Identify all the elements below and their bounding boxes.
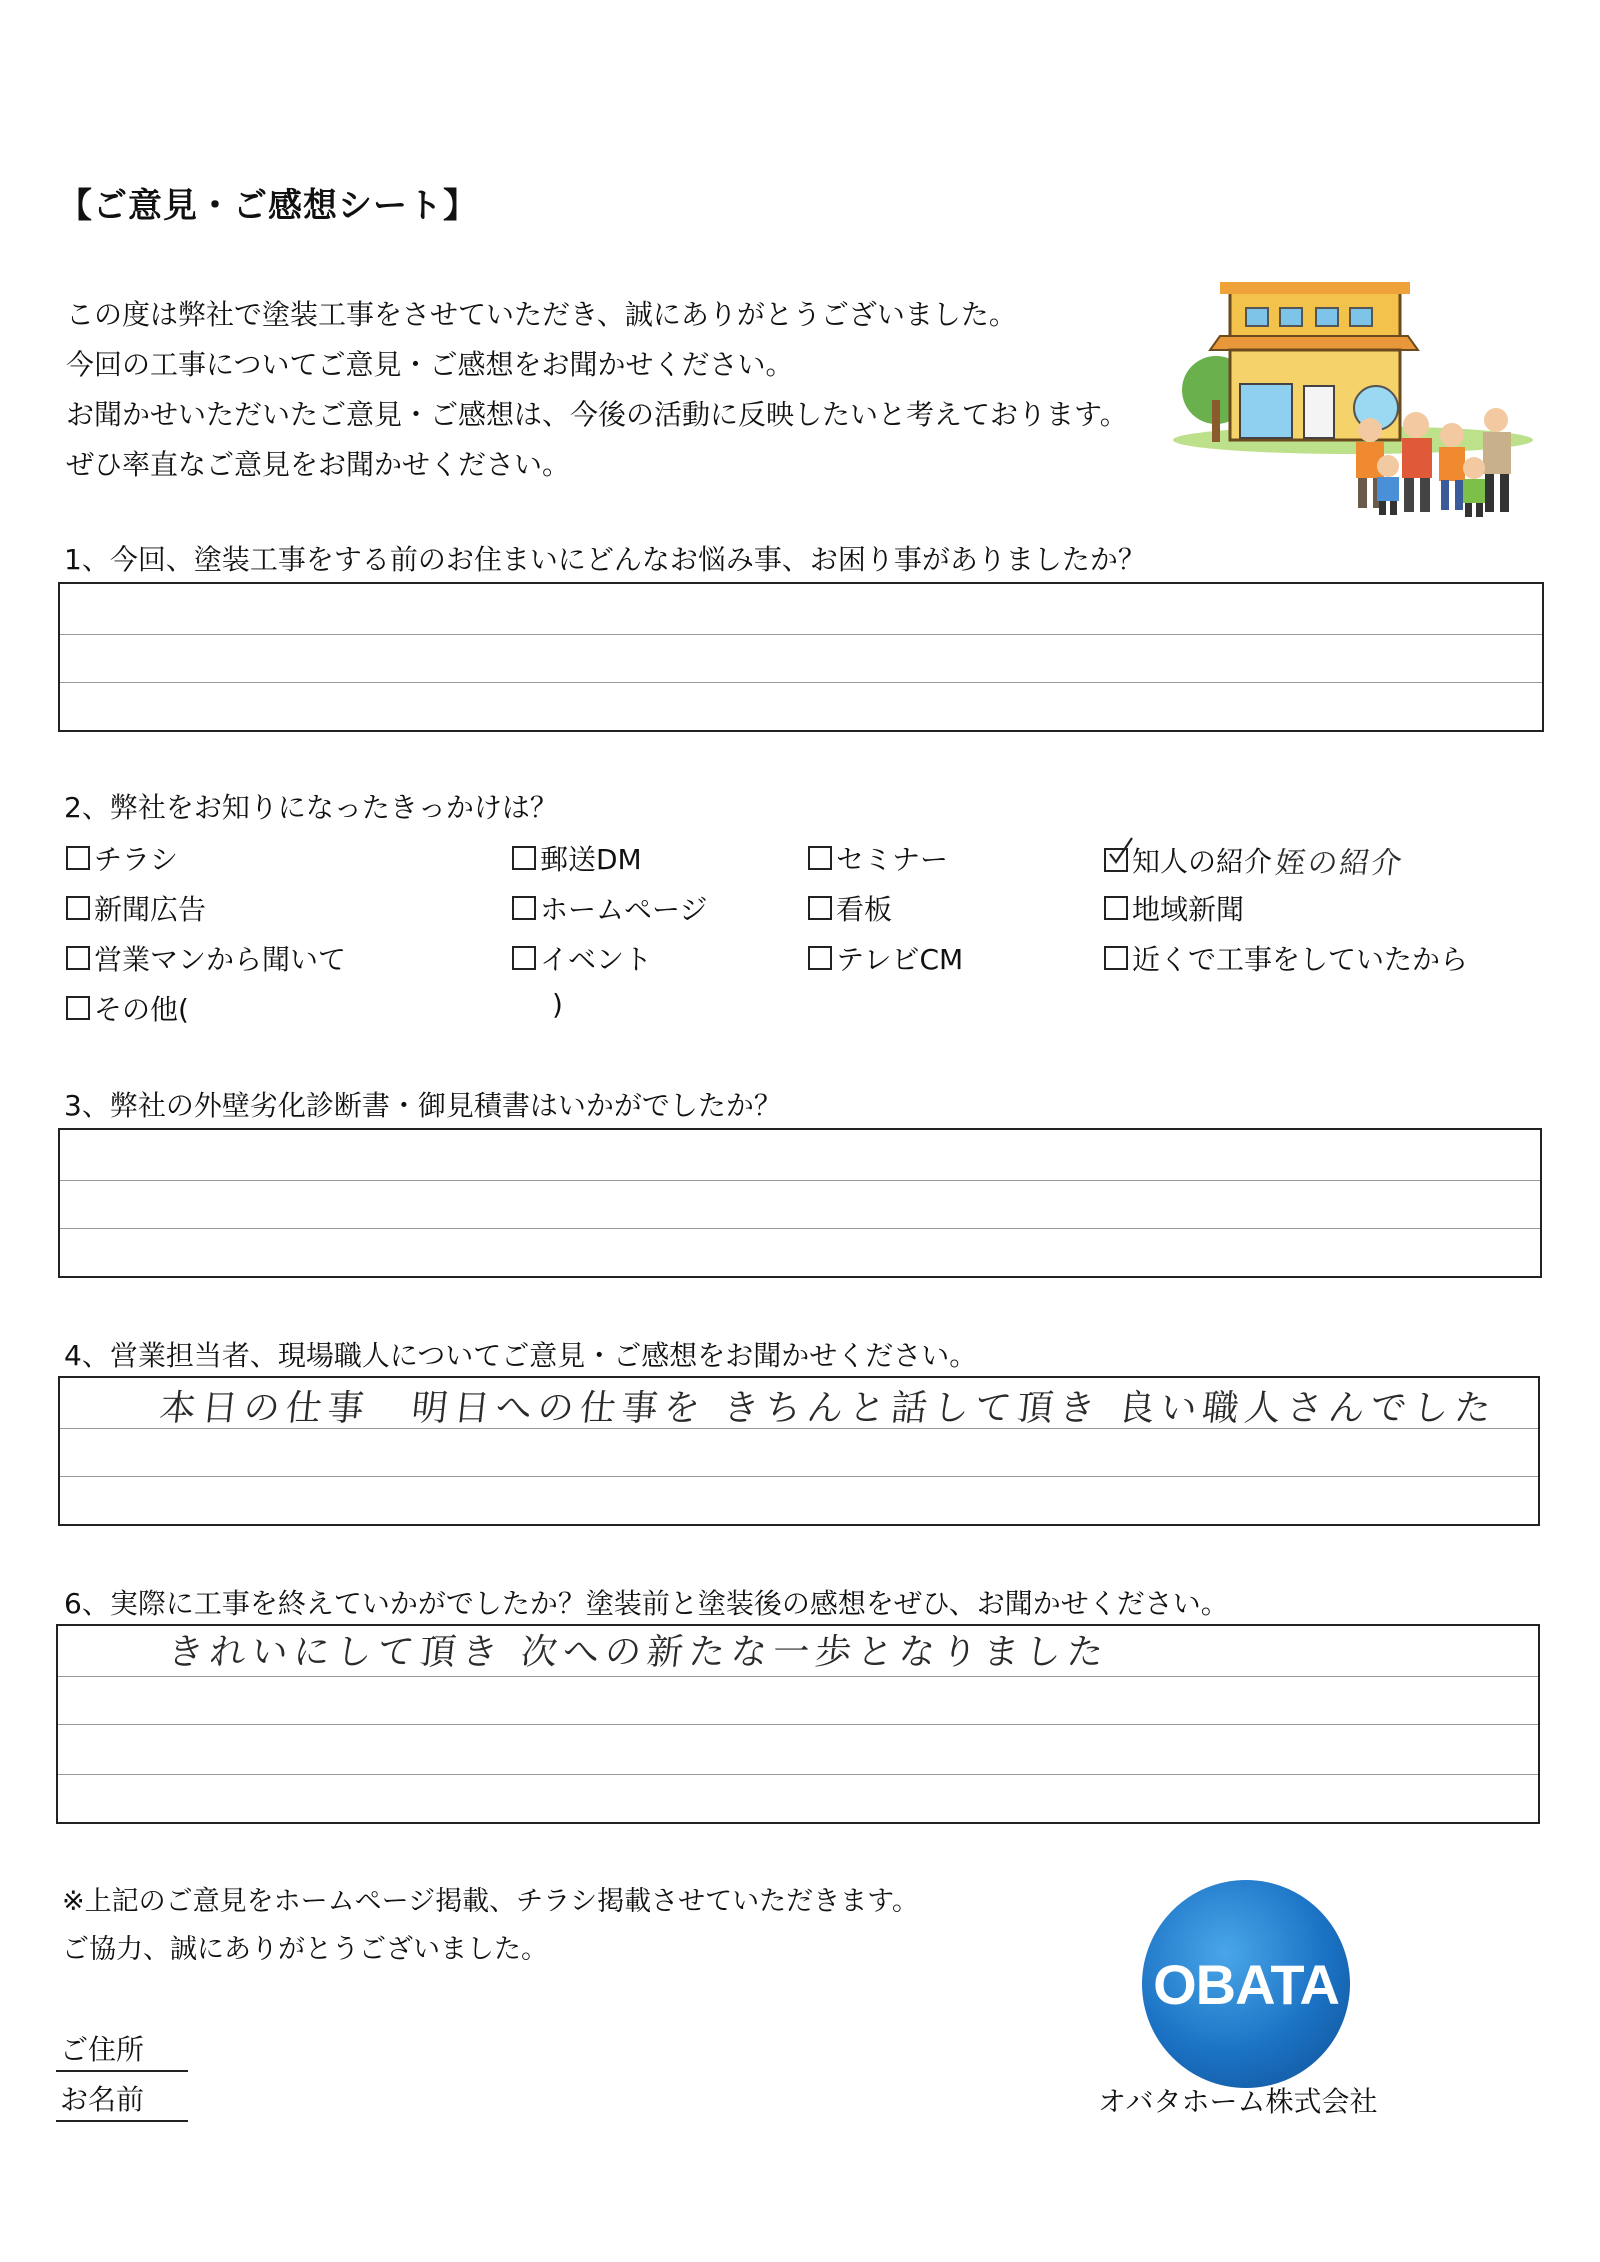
address-line[interactable] <box>56 2070 188 2072</box>
checkbox-icon[interactable] <box>512 846 536 870</box>
obata-logo <box>1142 1880 1350 2088</box>
option-other[interactable]: その他( <box>66 988 189 1028</box>
answer-6-handwritten: きれいにして頂き 次への新たな一歩となりました <box>165 1632 1112 1673</box>
checkbox-icon[interactable] <box>512 946 536 970</box>
intro-text <box>66 290 1128 490</box>
closing-note <box>62 1878 919 1974</box>
question-2: 2、弊社をお知りになったきっかけは？ <box>64 791 558 824</box>
intro-line-4: ぜひ率直なご意見をお聞かせください。 <box>66 448 571 481</box>
checkbox-icon[interactable] <box>512 896 536 920</box>
option-newspaper-ad[interactable]: 新聞広告 <box>66 888 206 928</box>
option-tv-cm[interactable]: テレビCM <box>808 938 963 978</box>
checkbox-icon[interactable] <box>1104 896 1128 920</box>
option-event[interactable]: イベント <box>512 938 652 978</box>
house-family-illustration <box>1168 280 1538 530</box>
checkbox-icon[interactable] <box>808 946 832 970</box>
question-4: 4、営業担当者、現場職人についてご意見・ご感想をお聞かせください。 <box>64 1339 978 1372</box>
checkbox-icon[interactable] <box>66 896 90 920</box>
checkbox-icon[interactable] <box>808 846 832 870</box>
intro-line-1: この度は弊社で塗装工事をさせていただき、誠にありがとうございました。 <box>66 298 1017 331</box>
page-title: 【ご意見・ご感想シート】 <box>58 186 478 226</box>
option-signboard[interactable]: 看板 <box>808 888 892 928</box>
check-mark-icon <box>1108 836 1134 866</box>
address-label: ご住所 <box>60 2033 145 2066</box>
referral-note-handwritten: 姪の紹介 <box>1273 846 1406 881</box>
answer-4-handwritten: 本日の仕事 明日への仕事を きちんと話して頂き 良い職人さんでした <box>157 1388 1499 1429</box>
option-homepage[interactable]: ホームページ <box>512 888 707 928</box>
intro-line-2: 今回の工事についてご意見・ご感想をお聞かせください。 <box>66 348 794 381</box>
answer-box-1[interactable] <box>58 582 1544 732</box>
name-line[interactable] <box>56 2120 188 2122</box>
question-1: 1、今回、塗装工事をする前のお住まいにどんなお悩み事、お困り事がありましたか？ <box>64 543 1146 576</box>
option-referral[interactable]: 知人の紹介 姪の紹介 <box>1104 838 1404 882</box>
checkbox-icon[interactable] <box>66 946 90 970</box>
closing-note-line-1: ※上記のご意見をホームページ掲載、チラシ掲載させていただきます。 <box>62 1886 919 1917</box>
checkbox-icon[interactable] <box>1104 946 1128 970</box>
intro-line-3: お聞かせいただいたご意見・ご感想は、今後の活動に反映したいと考えております。 <box>66 398 1128 431</box>
closing-note-line-2: ご協力、誠にありがとうございました。 <box>62 1934 548 1965</box>
option-nearby-work[interactable]: 近くで工事をしていたから <box>1104 938 1468 978</box>
company-name: オバタホーム株式会社 <box>1098 2085 1378 2118</box>
option-chirashi[interactable]: チラシ <box>66 838 178 878</box>
option-mail-dm[interactable]: 郵送DM <box>512 838 642 878</box>
question-6: 6、実際に工事を終えていかがでしたか？塗装前と塗装後の感想をぜひ、お聞かせください。 <box>64 1587 1229 1620</box>
answer-box-4[interactable] <box>58 1376 1540 1526</box>
checkbox-icon[interactable] <box>1104 848 1128 872</box>
option-salesman[interactable]: 営業マンから聞いて <box>66 938 346 978</box>
answer-box-3[interactable] <box>58 1128 1542 1278</box>
question-3: 3、弊社の外壁劣化診断書・御見積書はいかがでしたか？ <box>64 1089 782 1122</box>
checkbox-icon[interactable] <box>66 846 90 870</box>
option-other-close: ) <box>552 988 563 1021</box>
logo-text: OBATA <box>1153 1952 1339 2016</box>
option-local-paper[interactable]: 地域新聞 <box>1104 888 1244 928</box>
checkbox-icon[interactable] <box>808 896 832 920</box>
checkbox-icon[interactable] <box>66 996 90 1020</box>
name-label: お名前 <box>60 2083 145 2116</box>
option-seminar[interactable]: セミナー <box>808 838 948 878</box>
answer-box-6[interactable] <box>56 1624 1540 1824</box>
